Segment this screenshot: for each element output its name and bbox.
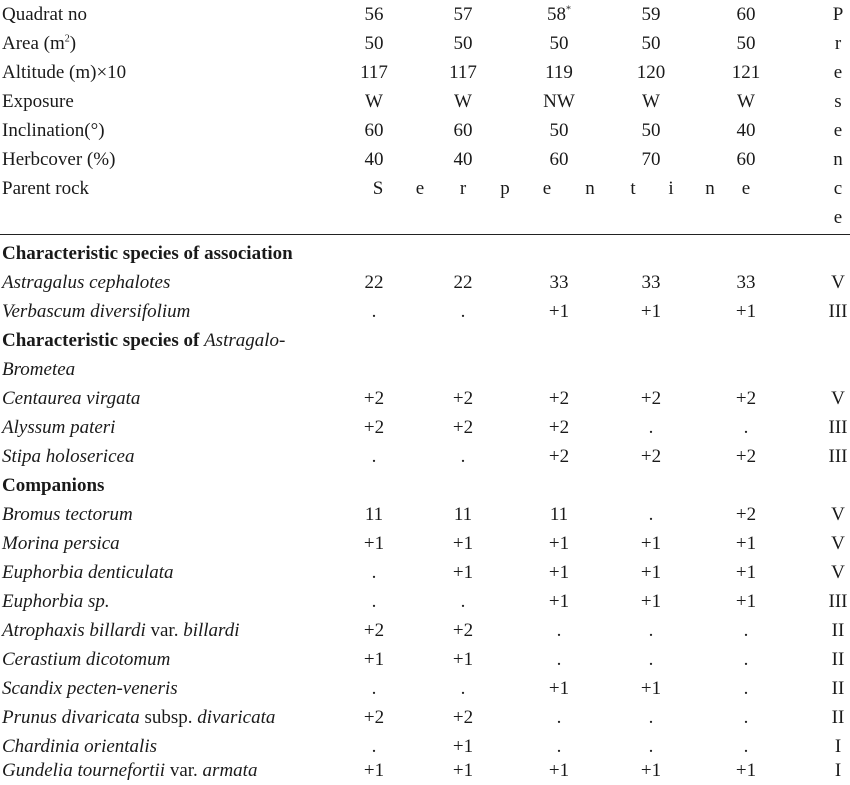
- presence-cell: V: [831, 504, 845, 525]
- spaced-letter: t: [630, 178, 636, 199]
- cell: +1: [735, 562, 757, 583]
- spaced-letter: p: [500, 178, 510, 199]
- cell: +1: [735, 760, 757, 781]
- spaced-letter: S: [372, 178, 384, 199]
- cell: .: [460, 591, 466, 612]
- cell: .: [460, 301, 466, 322]
- cell: 119: [545, 62, 573, 83]
- cell: .: [648, 707, 654, 728]
- cell: +1: [640, 562, 662, 583]
- spaced-letter: r: [459, 178, 467, 199]
- species-name-part: billardi: [183, 620, 240, 641]
- row-label: Inclination(°): [2, 120, 105, 141]
- rank-label: var.: [165, 760, 203, 781]
- cell: .: [371, 446, 377, 467]
- cell: +1: [452, 736, 474, 757]
- row-label: Parent rock: [2, 178, 90, 199]
- cell: 33: [549, 272, 569, 293]
- cell-value: 58: [547, 4, 566, 25]
- species-name: Bromus tectorum: [2, 504, 133, 525]
- cell: 50: [736, 33, 756, 54]
- cell: 56: [364, 4, 384, 25]
- header-row-altitude: [0, 58, 850, 87]
- header-row-parent-rock: [0, 174, 850, 203]
- header-row-presence-tail: [0, 203, 850, 232]
- cell: +2: [452, 707, 474, 728]
- cell: +2: [452, 417, 474, 438]
- cell: .: [460, 446, 466, 467]
- cell: 59: [641, 4, 661, 25]
- cell: 40: [364, 149, 384, 170]
- cell: 11: [453, 504, 473, 525]
- cell: 33: [736, 272, 756, 293]
- cell: 60: [549, 149, 569, 170]
- cell: +1: [735, 301, 757, 322]
- presence-cell: s: [834, 91, 842, 112]
- spaced-letter: n: [585, 178, 595, 199]
- table-row: [0, 268, 850, 297]
- cell: .: [371, 591, 377, 612]
- cell: .: [460, 678, 466, 699]
- presence-cell: e: [833, 207, 843, 228]
- table-divider: [0, 234, 850, 235]
- cell: 117: [449, 62, 477, 83]
- presence-cell: III: [828, 446, 848, 467]
- presence-cell: r: [834, 33, 842, 54]
- cell: +2: [452, 620, 474, 641]
- marker: *: [566, 4, 571, 16]
- species-name-part: Atrophaxis billardi: [2, 620, 146, 641]
- species-name: [2, 756, 257, 785]
- cell: .: [556, 707, 562, 728]
- presence-cell: V: [831, 272, 845, 293]
- section-title-taxon: Brometea: [2, 359, 76, 380]
- cell: NW: [543, 91, 575, 112]
- cell: +2: [735, 504, 757, 525]
- label-text: Area (m: [2, 33, 65, 54]
- cell: 11: [549, 504, 569, 525]
- species-name: Euphorbia sp.: [2, 591, 110, 612]
- header-row-exposure: [0, 87, 850, 116]
- cell: .: [371, 678, 377, 699]
- species-name: Euphorbia denticulata: [2, 562, 174, 583]
- cell: 60: [736, 4, 756, 25]
- presence-cell: I: [834, 736, 842, 757]
- superscript: 2: [64, 33, 70, 45]
- cell: +1: [548, 678, 570, 699]
- cell: W: [365, 91, 383, 112]
- cell: 60: [364, 120, 384, 141]
- cell: 22: [364, 272, 384, 293]
- species-name: Astragalus cephalotes: [2, 272, 171, 293]
- species-name: Alyssum pateri: [2, 417, 116, 438]
- species-name: Scandix pecten-veneris: [2, 678, 178, 699]
- presence-cell: II: [831, 620, 845, 641]
- presence-cell: I: [834, 760, 842, 781]
- cell: 70: [641, 149, 661, 170]
- cell: +2: [735, 446, 757, 467]
- spaced-letter: e: [415, 178, 425, 199]
- table-row: [0, 500, 850, 529]
- header-row-inclination: [0, 116, 850, 145]
- cell: +2: [735, 388, 757, 409]
- cell: .: [648, 620, 654, 641]
- cell: +1: [452, 562, 474, 583]
- table-row: [0, 645, 850, 674]
- cell: +1: [363, 760, 385, 781]
- species-name: Chardinia orientalis: [2, 736, 158, 757]
- section-title: Characteristic species of association: [2, 243, 293, 264]
- species-name: Verbascum diversifolium: [2, 301, 191, 322]
- rank-label: var.: [145, 620, 184, 641]
- spaced-letter: i: [668, 178, 674, 199]
- table-row: [0, 529, 850, 558]
- cell: 50: [364, 33, 384, 54]
- table-row: [0, 587, 850, 616]
- row-label: Exposure: [2, 91, 74, 112]
- header-row-quadrat: [0, 0, 850, 29]
- spaced-letter: e: [542, 178, 552, 199]
- presence-cell: V: [831, 562, 845, 583]
- species-name-part: Gundelia tournefortii: [2, 760, 166, 781]
- cell: .: [556, 736, 562, 757]
- cell: +1: [735, 591, 757, 612]
- cell: +2: [363, 388, 385, 409]
- spaced-letter: e: [741, 178, 751, 199]
- cell: 11: [364, 504, 384, 525]
- presence-cell: c: [833, 178, 843, 199]
- cell: +2: [363, 620, 385, 641]
- cell: 50: [549, 120, 569, 141]
- table-row: [0, 384, 850, 413]
- rank-label: subsp.: [139, 707, 198, 728]
- presence-cell: III: [828, 301, 848, 322]
- section-heading-astragalo-brometea: [0, 326, 850, 355]
- species-name-part: Prunus divaricata: [2, 707, 140, 728]
- cell: +2: [363, 417, 385, 438]
- cell: W: [737, 91, 755, 112]
- cell: +1: [640, 678, 662, 699]
- species-name-part: divaricata: [197, 707, 276, 728]
- cell: 121: [731, 62, 761, 83]
- presence-cell: II: [831, 707, 845, 728]
- spaced-letter: n: [705, 178, 715, 199]
- cell: 60: [736, 149, 756, 170]
- cell: .: [648, 504, 654, 525]
- section-title-taxon: Astragalo-: [204, 330, 286, 351]
- header-row-herbcover: [0, 145, 850, 174]
- cell: .: [743, 649, 749, 670]
- row-label: Quadrat no: [2, 4, 87, 25]
- cell: .: [648, 417, 654, 438]
- cell: 40: [453, 149, 473, 170]
- section-title: Companions: [2, 475, 105, 496]
- species-name: Stipa holosericea: [2, 446, 135, 467]
- presence-cell: n: [833, 149, 843, 170]
- cell: .: [371, 301, 377, 322]
- cell: +2: [548, 388, 570, 409]
- cell: .: [556, 620, 562, 641]
- cell: 50: [641, 120, 661, 141]
- presence-cell: III: [828, 417, 848, 438]
- cell: 117: [360, 62, 388, 83]
- table-row: [0, 674, 850, 703]
- cell: +1: [548, 533, 570, 554]
- cell: .: [743, 736, 749, 757]
- cell: 120: [636, 62, 666, 83]
- cell: +1: [452, 760, 474, 781]
- cell: +1: [548, 301, 570, 322]
- cell: .: [371, 736, 377, 757]
- cell: +1: [735, 533, 757, 554]
- cell: 33: [641, 272, 661, 293]
- presence-cell: V: [831, 388, 845, 409]
- table-row: [0, 756, 850, 785]
- cell: 40: [736, 120, 756, 141]
- label-text: ): [69, 33, 77, 54]
- cell: W: [454, 91, 472, 112]
- cell: +1: [363, 533, 385, 554]
- table-row: [0, 297, 850, 326]
- cell: +1: [640, 533, 662, 554]
- cell: +1: [452, 533, 474, 554]
- cell: +2: [640, 388, 662, 409]
- cell: .: [743, 707, 749, 728]
- cell: 50: [549, 33, 569, 54]
- section-heading-continuation: [0, 355, 850, 384]
- presence-cell: III: [828, 591, 848, 612]
- cell: +2: [452, 388, 474, 409]
- cell: +1: [452, 649, 474, 670]
- species-name: [2, 616, 240, 645]
- cell: +1: [548, 562, 570, 583]
- cell: 60: [453, 120, 473, 141]
- cell: 50: [453, 33, 473, 54]
- cell: +1: [548, 591, 570, 612]
- presence-cell: II: [831, 678, 845, 699]
- cell: +2: [640, 446, 662, 467]
- cell: [519, 0, 599, 29]
- presence-cell: e: [833, 120, 843, 141]
- presence-cell: P: [832, 4, 844, 25]
- cell: +1: [363, 649, 385, 670]
- table-row: [0, 616, 850, 645]
- cell: +1: [640, 301, 662, 322]
- section-title-text: Characteristic species of: [2, 330, 205, 351]
- presence-cell: e: [833, 62, 843, 83]
- cell: .: [556, 649, 562, 670]
- cell: .: [648, 649, 654, 670]
- cell: +2: [363, 707, 385, 728]
- cell: +1: [640, 591, 662, 612]
- species-name-part: armata: [202, 760, 258, 781]
- species-name: [2, 703, 275, 732]
- table-row: [0, 413, 850, 442]
- section-title: [2, 326, 285, 355]
- section-heading-companions: [0, 471, 850, 500]
- header-row-area: [0, 29, 850, 58]
- table-row: [0, 703, 850, 732]
- cell: 57: [453, 4, 473, 25]
- cell: .: [371, 562, 377, 583]
- presence-cell: V: [831, 533, 845, 554]
- cell: +2: [548, 417, 570, 438]
- presence-cell: II: [831, 649, 845, 670]
- table-row: [0, 442, 850, 471]
- cell: .: [743, 417, 749, 438]
- row-label: Herbcover (%): [2, 149, 116, 170]
- cell: +1: [640, 760, 662, 781]
- cell: .: [743, 620, 749, 641]
- cell: W: [642, 91, 660, 112]
- row-label: [2, 29, 76, 58]
- cell: .: [743, 678, 749, 699]
- species-name: Morina persica: [2, 533, 120, 554]
- cell: +1: [548, 760, 570, 781]
- table-row: [0, 558, 850, 587]
- cell: 22: [453, 272, 473, 293]
- cell: +2: [548, 446, 570, 467]
- cell: .: [648, 736, 654, 757]
- species-name: Centaurea virgata: [2, 388, 141, 409]
- section-heading-association: [0, 239, 850, 268]
- species-name: Cerastium dicotomum: [2, 649, 171, 670]
- cell: 50: [641, 33, 661, 54]
- row-label: Altitude (m)×10: [2, 62, 127, 83]
